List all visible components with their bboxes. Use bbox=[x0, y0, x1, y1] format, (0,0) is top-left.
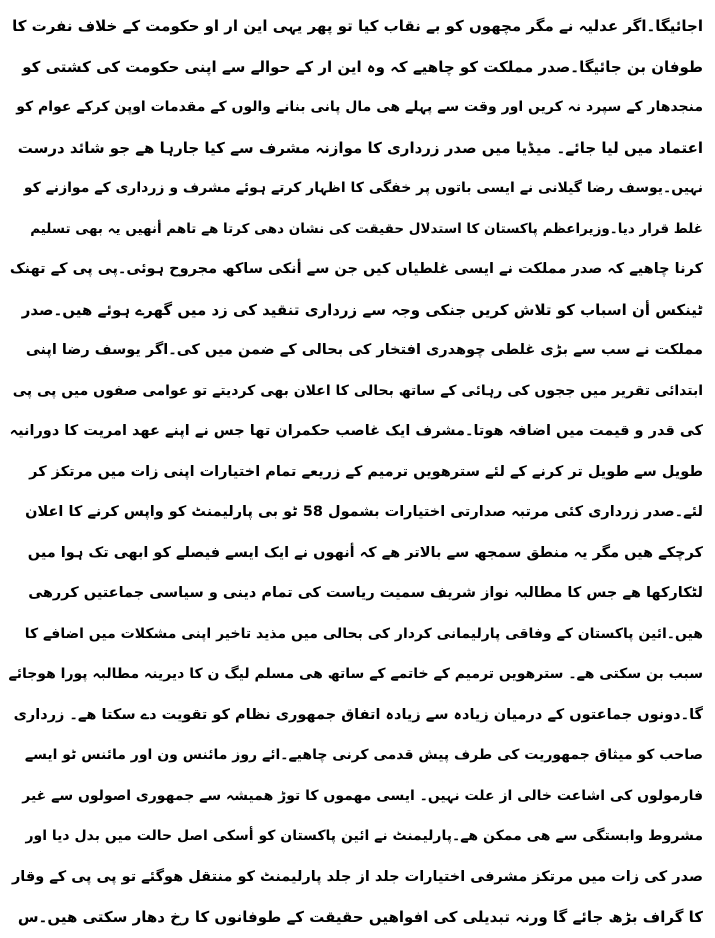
text-line-11: کی قدر و قیمت میں اضافہ ھوتا۔مشرف ایک غاصب حکمران تھا جس نے اپنے عھد امریت کا دورانیہ bbox=[9, 423, 703, 439]
text-line-04: اعتماد میں لیا جائے۔ میڈیا میں صدر زرداری کا موازنہ مشرف سے کیا جارہا ھے جو شائد درست bbox=[17, 138, 703, 157]
text-line-10: ابتدائی تقریر میں ججوں کی رہائی کے ساتھ بحالی کا اعلان بھی کردیتے تو عوامی صفوں میں پی پی bbox=[12, 382, 703, 399]
text-line-14: کرچکے ھیں مگر یہ منطق سمجھ سے بالاتر ھے کہ أنھوں نے ایک ایسے فیصلے کو ابھی تک ہوا میں bbox=[27, 544, 703, 561]
text-line-12: طویل سے طویل تر کرنے کے لئے سترھویں ترمیم کے زریعے تمام اختیارات اپنی زات میں مرتکز کر bbox=[29, 463, 703, 480]
text-line-09: مملکت نے سب سے بڑی غلطی چوھدری افتخار کی بحالی کے ضمن میں کی۔اگر یوسف رضا اپنی bbox=[25, 342, 703, 358]
text-line-02: طوفان بن جائیگا۔صدر مملکت کو چاھیے کہ وہ این ار کے حوالے سے اپنی حکومت کی کشتی کو bbox=[22, 57, 703, 76]
text-line-06: غلط قرار دیا۔وزیراعظم پاکستان کا استدلال حقیقت کی نشان دھی کرتا ھے تاھم أنھیں یہ بھی تسلیم bbox=[30, 220, 703, 237]
text-line-05: نہیں۔یوسف رضا گیلانی نے ایسی باتوں پر خفگی کا اظہار کرتے ہوئے مشرف و زرداری کے موازنے کو bbox=[23, 180, 703, 196]
text-line-01: اجائیگا۔اگر عدلیہ نے مگر مچھوں کو بے نقاب کیا تو پھر یہی این ار او حکومت کے خلاف نفرت کا bbox=[12, 17, 703, 35]
text-line-08: ٹینکس أن اسباب کو تلاش کریں جنکی وجہ سے زرداری تنقید کی زد میں گھرے ہوئے ھیں۔صدر bbox=[21, 300, 703, 319]
text-line-17: سبب بن سکتی ھے۔ سترھویں ترمیم کے خاتمے کے ساتھ ھی مسلم لیگ ن کا دیرینہ مطالبہ پورا ھوجائے bbox=[8, 666, 703, 682]
text-line-15: لٹکارکھا ھے جس کا مطالبہ نواز شریف سمیت ریاست کی تمام دینی و سیاسی جماعتیں کررھی bbox=[28, 585, 703, 601]
text-line-03: منجدھار کے سپرد نہ کریں اور وقت سے پہلے ھی مال پانی بنانے والوں کے مقدمات اوپن کرکے عوام کو bbox=[16, 99, 703, 115]
text-line-07: کرنا چاھیے کہ صدر مملکت نے ایسی غلطیاں کیں جن سے أنکی ساکھ مجروح ہوئی۔پی پی کے تھنک bbox=[9, 261, 703, 277]
text-line-21: مشروط وابستگی سے ھی ممکن ھے۔پارلیمنٹ نے ائین پاکستان کو أسکی اصل حالت میں بدل دیا اور bbox=[25, 828, 703, 844]
text-line-23: کا گراف بڑھ جائے گا ورنہ تبدیلی کی افواھیں حقیقت کے طوفانوں کا رخ دھار سکتی ھیں۔س bbox=[17, 908, 703, 926]
text-line-20: فارمولوں کی اشاعت خالی از علت نہیں۔ ایسی مھموں کا توڑ ھمیشہ سے جمھوری اصولوں سے غیر bbox=[22, 787, 703, 804]
text-line-19: صاحب کو میثاق جمھوریت کی طرف پیش قدمی کرنی چاھیے۔ائے روز مائنس ون اور مائنس ٹو ایسے bbox=[24, 747, 703, 763]
text-line-13: لئے۔صدر زرداری کئی مرتبہ صدارتی اختیارات بشمول 58 ٹو بی پارلیمنٹ کو واپس کرنے کا اعلان bbox=[25, 504, 703, 520]
text-line-16: ھیں۔ائین پاکستان کے وفاقی پارلیمانی کردار کی بحالی میں مذید تاخیر اپنی مشکلات میں اضافے کا bbox=[24, 625, 703, 642]
text-line-18: گا۔دونوں جماعتوں کے درمیان زیادہ سے زیادہ اتفاق جمھوری نظام کو تقویت دے سکتا ھے۔ زرداری bbox=[13, 706, 703, 723]
text-line-22: صدر کی زات میں مرتکز مشرفی اختیارات جلد از جلد پارلیمنٹ کو منتقل ھوگئے تو پی پی کے وقار bbox=[11, 868, 703, 885]
